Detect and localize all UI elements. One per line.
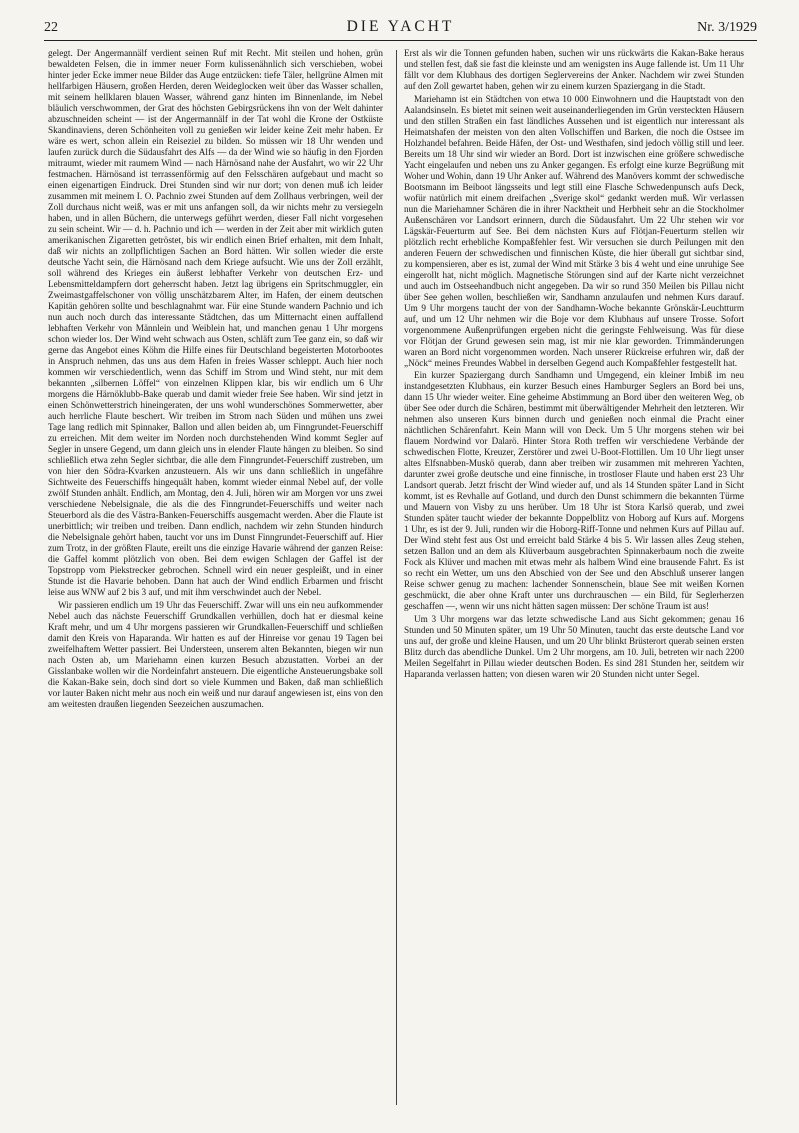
paragraph: Wir passieren endlich um 19 Uhr das Feuerschiff. Zwar will uns ein neu aufkommender Nebel auch das nächste Feuerschiff Grundkallen verhüllen, doch hat er diesmal keine Kraft mehr, und um 4 Uhr morgens passieren wir Grundkallen-Feuerschiff und schließen damit den Kreis von Haparanda. Wir hatten es auf der Hinreise vor genau 19 Tagen bei zweifelhaftem Wetter passiert. Bei Understeen, unserem alten Bekannten, biegen wir nun nach Osten ab, um Mariehamn einen kurzen Besuch abzustatten. Vorbei an der Gisslanbake wollen wir die Nordeinfahrt ansteuern. Die eigentliche Ansteuerungsbake soll die Kakan-Bake sein, doch sind dort so viele Kummen und Baken, daß man schließlich vor lauter Baken nicht mehr aus noch ein weiß und nur darauf angewiesen ist, eins von den am weitesten draußen liegenden Seezeichen auszumachen. [48, 599, 383, 709]
paragraph: Um 3 Uhr morgens war das letzte schwedische Land aus Sicht gekommen; genau 16 Stunden und 50 Minuten später, um 19 Uhr 50 Minuten, taucht das erste deutsche Land vor uns auf, der große und kleine Hausen, und um 20 Uhr blinkt Brüsterort querab seinen ersten Blitz durch das abendliche Dunkel. Um 2 Uhr morgens, am 10. Juli, betreten wir nach 2200 Meilen Segelfahrt in Pillau wieder deutschen Boden. Es sind 281 Stunden her, seitdem wir Haparanda verlassen hatten; von diesen waren wir 20 Stunden nicht unter Segel. [404, 613, 744, 679]
paragraph: gelegt. Der Angermannälf verdient seinen Ruf mit Recht. Mit steilen und hohen, grün bewaldeten Felsen, die in immer neuer Form kulissenähnlich sich verschieben, wobei hinter jeder Ecke immer neue Bilder das Auge entzücken: tiefe Täler, hellgrüne Almen mit hellfarbigen Häusern, großen Herden, deren Weideglocken weit über das Wasser schallen, mit seinem hellklaren blauen Wasser, während ganz hinten im Binnenlande, im Nebel bläulich verschwommen, der Grat des höchsten Gebirgsrückens ihn von der Welt dahinter abzuschneiden scheint — ist der Angermannälf in der Tat wohl die Krone der Ostküste Skandinaviens, deren Schönheiten voll zu genießen wir leider keine Zeit mehr haben. Er wäre es wert, schon allein ein Reiseziel zu bilden. So müssen wir 18 Uhr wenden und laufen zurück durch die Südausfahrt des Alfs — da der Wind wie so häufig in den Fjorden mitraumt, wieder mit raumem Wind — nach Härnösand nahe der Ausfahrt, wo wir 22 Uhr festmachen. Härnösand ist terrassenförmig auf den Felsschären aufgebaut und macht so einen eigenartigen Eindruck. Drei Stunden sind wir nur dort; von denen muß ich leider zusammen mit meinem I. O. Pachnio zwei Stunden auf dem Zollhaus verbringen, weil der Zoll durchaus nicht weiß, was er mit uns anfangen soll, da wir nichts mehr zu versiegeln haben, und in allen Büchern, die unterwegs geführt werden, dieser Fall nicht vorgesehen zu sein scheint. Wir — d. h. Pachnio und ich — werden in der Zeit aber mit wirklich guten amerikanischen Zigaretten getröstet, bis wir endlich einen Brief erhalten, mit dem Inhalt, daß wir nichts an zollpflichtigen Sachen an Bord hätten. Wir sollen wieder die erste deutsche Yacht sein, die Härnösand nach dem Kriege aufsucht. Wie uns der Zoll erzählt, soll während des Krieges ein äußerst lebhafter Verkehr von deutschen Erz- und Lebensmitteldampfern dort geherrscht haben. Jetzt lag übrigens ein Spritschmuggler, ein Zweimastgaffelschoner von völlig unschätzbarem Alter, im Hafen, der einem deutschen Kapitän gehören sollte und beschlagnahmt war. Für eine Stunde wandern Pachnio und ich nun auch noch durch das interessante Städtchen, das um Mitternacht einen auffallend lebhaften Verkehr von Männlein und Weiblein hat, und manchen genau 1 Uhr morgens schon wieder los. Der Wind weht schwach aus Osten, schläft zum Tee ganz ein, so daß wir gerne das Angebot eines Köhm die Hilfe eines für Deutschland begeisterten Motorbootes in Anspruch nehmen, das uns aus dem Hafen in freies Wasser schleppt. Auch hier noch kommen wir verschiedentlich, wenn das Schiff im Strom und Wind steht, nur mit dem bekannten „silbernen Löffel“ von einzelnen Klippen klar, bis wir endlich um 6 Uhr morgens die Härnöklubb-Bake querab und damit wieder freie See haben. Wir sind jetzt in einen Schönwetterstrich hineingeraten, der uns wohl wunderschönes Sommerwetter, aber auch herrliche Flaute beschert. Wir treiben im Strom nach Süden und mühen uns zwei Tage lang redlich mit Spinnaker, Ballon und allen beiden ab, um Finngrundet-Feuerschiff zu erreichen. Mit dem weiter im Norden noch durchstehenden Wind kommt Segler auf Segler in unsere Gegend, um dann gleich uns in elender Flaute hängen zu bleiben. So sind schließlich etwa zehn Segler sichtbar, die alle dem Finngrundet-Feuerschiff zustreben, um von hier den Södra-Kvarken anzusteuern. Als wir uns dann schließlich in ungefähre Sichtweite des Feuerschiffs hingequält haben, kommt wieder einmal Nebel auf, der volle zwölf Stunden anhält. Endlich, am Montag, den 4. Juli, hören wir am Morgen vor uns zwei verschiedene Nebelsignale, die als die des Finngrundet-Feuerschiffs und weiter nach Steuerbord als die des Västra-Banken-Feuerschiffs ausgemacht werden. Aber die Flaute ist unerbittlich; wir treiben und treiben. Dann endlich, nachdem wir zehn Stunden hindurch die Nebelsignale gehört haben, taucht vor uns im Dunst Finngrundet-Feuerschiff auf. Hier zum Trotz, in der größten Flaute, ereilt uns die einzige Havarie während der ganzen Reise: die Gaffel kommt plötzlich von oben. Bei dem ewigen Schlagen der Gaffel ist der Topstropp vom Piekstrecker gebrochen. Schnell wird ein neuer gespleißt, und in einer Stunde ist die Havarie behoben. Dann hat auch der Wind endlich Erbarmen und frischt leise aus WNW auf 2 bis 3 auf, und mit ihm verschwindet auch der Nebel. [48, 48, 383, 597]
issue-number: Nr. 3/1929 [697, 20, 757, 35]
page-number: 22 [44, 20, 58, 35]
page-header [44, 18, 757, 40]
journal-title: DIE YACHT [346, 18, 455, 35]
column-divider [396, 50, 397, 1105]
paragraph: Ein kurzer Spaziergang durch Sandhamn und Umgegend, ein kleiner Imbiß im neu instandgesetzten Klubhaus, ein kurzer Besuch eines Hamburger Seglers an Bord bei uns, dann 15 Uhr wieder weiter. Eine geheime Abstimmung an Bord über den weiteren Weg, ob über See oder durch die Schären, bestimmt mit überwältigender Mehrheit den letzteren. Wir nehmen also unseren Kurs binnen durch und genießen noch einmal die Pracht einer nächtlichen Schärenfahrt. Kein Mann will von Deck. Um 5 Uhr morgens stehen wir bei flauem Nordwind vor Dalarö. Hinter Stora Roth treffen wir verschiedene Verbände der schwedischen Flotte, Kreuzer, Zerstörer und zwei U-Boot-Flottillen. Um 10 Uhr liegt unser altes Elfsnabben-Muskö querab, dann aber treiben wir zusammen mit mehreren Yachten, darunter zwei große deutsche und eine finnische, in trostloser Flaute und haben erst 23 Uhr Landsort querab. Jetzt frischt der Wind wieder auf, und als 14 Stunden später Land in Sicht kommt, ist es Revhalle auf Gotland, und durch den Dunst schimmern die bekannten Türme und Mauern von Visby zu uns herüber. Um 18 Uhr ist Stora Karlsö querab, und zwei Stunden später taucht wieder der bekannte Doppelblitz von Hoborg auf Kurs auf. Morgens 1 Uhr, es ist der 9. Juli, runden wir die Hoborg-Riff-Tonne und nehmen Kurs auf Pillau auf. Der Wind steht fest aus Ost und erreicht bald Stärke 4 bis 5. Wir lassen alles Zeug stehen, setzen Ballon und an dem als Klüverbaum ausgebrachten Spinnakerbaum noch die zweite Fock als Klüver und machen mit etwas mehr als halbem Wind eine brausende Fahrt. Es ist so recht ein Wetter, um uns den Abschied von der See und den Abschluß unserer langen Reise schwer genug zu machen: lachender Sonnenschein, blaue See mit weißen Kornen geschmückt, die aber ohne Kraft unter uns durchrauschen — ein Bild, für Seglerherzen geschaffen —, wenn wir uns nicht hätten sagen müssen: Der schöne Traum ist aus! [404, 370, 744, 611]
paragraph: Erst als wir die Tonnen gefunden haben, suchen wir uns rückwärts die Kakan-Bake heraus und stellen fest, daß sie fast die kleinste und am wenigsten ins Auge fallende ist. Um 11 Uhr fällt vor dem Klubhaus des dortigen Seglervereins der Anker. Nachdem wir zwei Stunden auf den Zoll gewartet haben, gehen wir zu einem kurzen Spaziergang in die Stadt. [404, 48, 744, 91]
header-rule [44, 40, 757, 41]
left-column [48, 48, 383, 1108]
paragraph: Mariehamn ist ein Städtchen von etwa 10 000 Einwohnern und die Hauptstadt von den Aalandsinseln. Es bietet mit seinen weit auseinanderliegenden im Grün versteckten Häusern und den stillen Straßen ein fast ländliches Aussehen und ist eigentlich nur interessant als Heimatshafen der meisten von den alten Vollschiffen und Barken, die noch die Ostsee im Holzhandel befahren. Beide Häfen, der Ost- und Westhafen, sind jedoch völlig still und leer. Bereits um 18 Uhr sind wir wieder an Bord. Dort ist inzwischen eine größere schwedische Yacht eingelaufen und neben uns zu Anker gegangen. Es erfolgt eine kurze Begrüßung mit Woher und Wohin, dann 19 Uhr Anker auf. Während des Manövers kommt der schwedische Bootsmann im Beiboot längsseits und legt still eine Flasche Schwedenpunsch aufs Deck, wofür natürlich mit einem dreifachen „Sverige skol“ gedankt werden muß. Wir verlassen nun die Mariehamner Schären die in ihrer Nacktheit und Herbheit sehr an die Stockholmer Außenschären vor Landsort erinnern, durch die Südausfahrt. Um 22 Uhr stehen wir vor Lägskär-Feuerturm auf See. Bei dem nächsten Kurs auf Flötjan-Feuerturm stellen wir plötzlich recht erhebliche Kompaßfehler fest. Wir versuchen sie durch Peilungen mit den anderen Feuern der schwedischen und finnischen Küste, die hier überall gut sichtbar sind, zu kompensieren, aber es ist, zumal der Wind mit Stärke 3 bis 4 weht und eine unruhige See eingerollt hat, nicht möglich. Magnetische Störungen sind auf der Karte nicht verzeichnet und auch im Ostseehandbuch nicht angegeben. Da wir so rund 350 Meilen bis Pillau nicht über See gehen wollen, beschließen wir, Sandhamn anzulaufen und nehmen Kurs darauf. Um 9 Uhr morgens taucht der von der Sandhamn-Woche bekannte Grönskär-Leuchtturm auf, und um 12 Uhr nehmen wir die Boje vor dem Klubhaus auf unsere Trosse. Sofort vorgenommene Außenprüfungen ergeben nicht die geringste Fehlweisung. Was für diese vor Flötjan der Grund gewesen sein mag, ist mir nie klar geworden. Trimmänderungen waren an Bord nicht vorgenommen worden. Nach unserer Rückreise erfuhren wir, daß der „Nöck“ meines Freundes Wabbel in derselben Gegend auch Kompaßfehler festgestellt hat. [404, 93, 744, 368]
right-column [404, 48, 744, 1108]
